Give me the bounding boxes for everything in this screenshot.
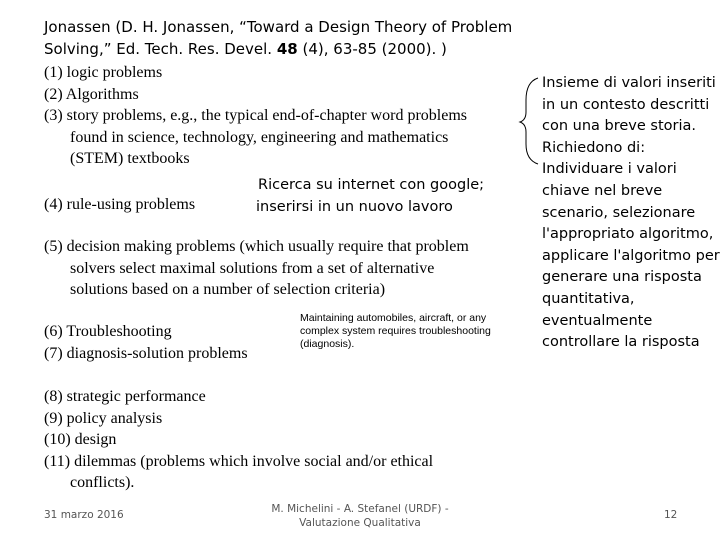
problem-item-4: (4) rule-using problems (44, 196, 196, 213)
footer-date: 31 marzo 2016 (44, 509, 124, 521)
troubleshooting-note: Maintaining automobiles, aircraft, or any complex system requires troubleshooting (diagnosis). (300, 312, 491, 350)
page-number: 12 (664, 509, 678, 521)
list-item: (8) strategic performance (44, 388, 206, 405)
list-item: (5) decision making problems (which usually require that problem (44, 238, 469, 255)
list-item: (1) logic problems (44, 64, 163, 81)
list-item-continuation: solvers select maximal solutions from a set of alternative (70, 259, 435, 277)
note-line: inserirsi in un nuovo lavoro (256, 199, 453, 215)
list-item: (2) Algorithms (44, 85, 139, 103)
note-line: Ricerca su internet con google; (258, 177, 485, 193)
footer-author (250, 502, 470, 530)
brace-arrow-icon (518, 60, 544, 170)
problem-item-5 (44, 236, 469, 301)
reference-prefix: Jonassen (D. H. Jonassen, “Toward a Design Theory of Problem Solving,” Ed. Tech. Res. Devel. (44, 18, 513, 58)
side-note: Insieme di valori inseriti in un contesto descritti con una breve storia. Richiedono di: Individuare i valori chiave nel breve scenario, selezionare l'appropriato algoritmo, applicare l'algoritmo per generare una risposta quantitativa, eventualmente controllare la risposta (542, 75, 720, 351)
footer-author-line: M. Michelini - A. Stefanel (URDF) - (271, 503, 449, 515)
rule-using-note (256, 174, 484, 218)
list-item: (10) design (44, 431, 117, 449)
list-item-continuation: solutions based on a number of selection criteria) (70, 281, 386, 299)
list-item-continuation: found in science, technology, engineering and mathematics (70, 128, 449, 146)
list-item: (6) Troubleshooting (44, 323, 172, 340)
list-item-continuation: (STEM) textbooks (70, 150, 190, 168)
problem-list-group-last (44, 386, 433, 494)
reference-suffix: (4), 63-85 (2000). ) (297, 40, 447, 58)
reference-volume: 48 (276, 40, 298, 58)
problem-items-6-7 (44, 321, 248, 364)
list-item-continuation: conflicts). (70, 474, 135, 492)
list-item: (7) diagnosis-solution problems (44, 344, 248, 362)
list-item: (3) story problems, e.g., the typical end-of-chapter word problems (44, 107, 467, 125)
problem-list-group-1 (44, 62, 467, 170)
list-item: (11) dilemmas (problems which involve social and/or ethical (44, 452, 434, 470)
footer-author-line: Valutazione Qualitativa (299, 517, 421, 529)
list-item: (9) policy analysis (44, 409, 163, 427)
reference-citation (44, 16, 514, 60)
